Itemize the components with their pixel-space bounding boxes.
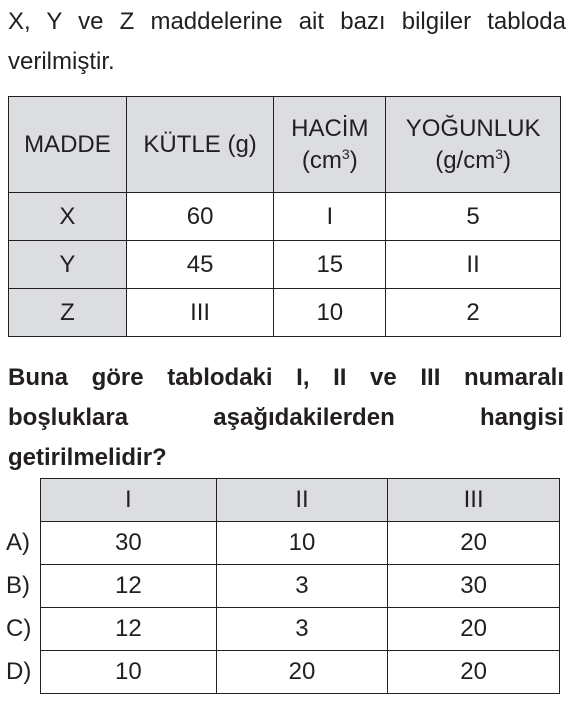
substance-table [8,96,561,337]
header-yogunluk-label: YOĞUNLUK [405,114,541,142]
cell-kutle: III [126,289,274,337]
option-b-i: 12 [41,565,217,608]
answer-table [40,478,560,694]
answer-header-i: I [41,479,217,522]
cell-madde: X [9,193,127,241]
table-row [9,193,561,241]
answer-header-iii: III [388,479,560,522]
option-c-i: 12 [41,608,217,651]
cell-madde: Y [9,241,127,289]
header-kutle: KÜTLE (g) [126,97,274,193]
answer-header-ii: II [216,479,388,522]
option-a-letter[interactable]: A) [6,529,30,556]
option-c-iii: 20 [388,608,560,651]
option-a-iii: 20 [388,522,560,565]
option-b-letter[interactable]: B) [6,572,30,599]
option-row-a[interactable] [41,522,560,565]
cell-yogunluk: 2 [386,289,561,337]
option-d-ii: 20 [216,651,388,694]
option-row-d[interactable] [41,651,560,694]
header-hacim-label: HACİM [291,114,369,142]
cell-hacim: 15 [274,241,386,289]
answer-header-row [41,479,560,522]
option-d-i: 10 [41,651,217,694]
cell-hacim: I [274,193,386,241]
table-row [9,289,561,337]
header-yogunluk [386,97,561,193]
header-madde: MADDE [9,97,127,193]
question-text: Buna göre tablodaki I, II ve III numaralı boşluklara aşağıdakilerden hangisi getirilmelidir? [8,364,564,471]
cell-kutle: 45 [126,241,274,289]
header-hacim-unit: $(cm^3)$ [301,145,358,174]
cell-hacim: 10 [274,289,386,337]
cell-yogunluk: 5 [386,193,561,241]
option-row-b[interactable] [41,565,560,608]
option-row-c[interactable] [41,608,560,651]
option-c-ii: 3 [216,608,388,651]
cell-madde: Z [9,289,127,337]
table-row [9,241,561,289]
option-b-iii: 30 [388,565,560,608]
cell-yogunluk: II [386,241,561,289]
header-yogunluk-unit: $(g/cm^3)$ [435,145,511,174]
table-header-row [9,97,561,193]
option-a-ii: 10 [216,522,388,565]
cell-kutle: 60 [126,193,274,241]
option-d-letter[interactable]: D) [6,658,32,685]
option-d-iii: 20 [388,651,560,694]
option-b-ii: 3 [216,565,388,608]
option-a-i: 30 [41,522,217,565]
header-hacim [274,97,386,193]
intro-text: X, Y ve Z maddelerine ait bazı bilgiler tabloda verilmiştir. [8,8,566,75]
option-c-letter[interactable]: C) [6,615,32,642]
